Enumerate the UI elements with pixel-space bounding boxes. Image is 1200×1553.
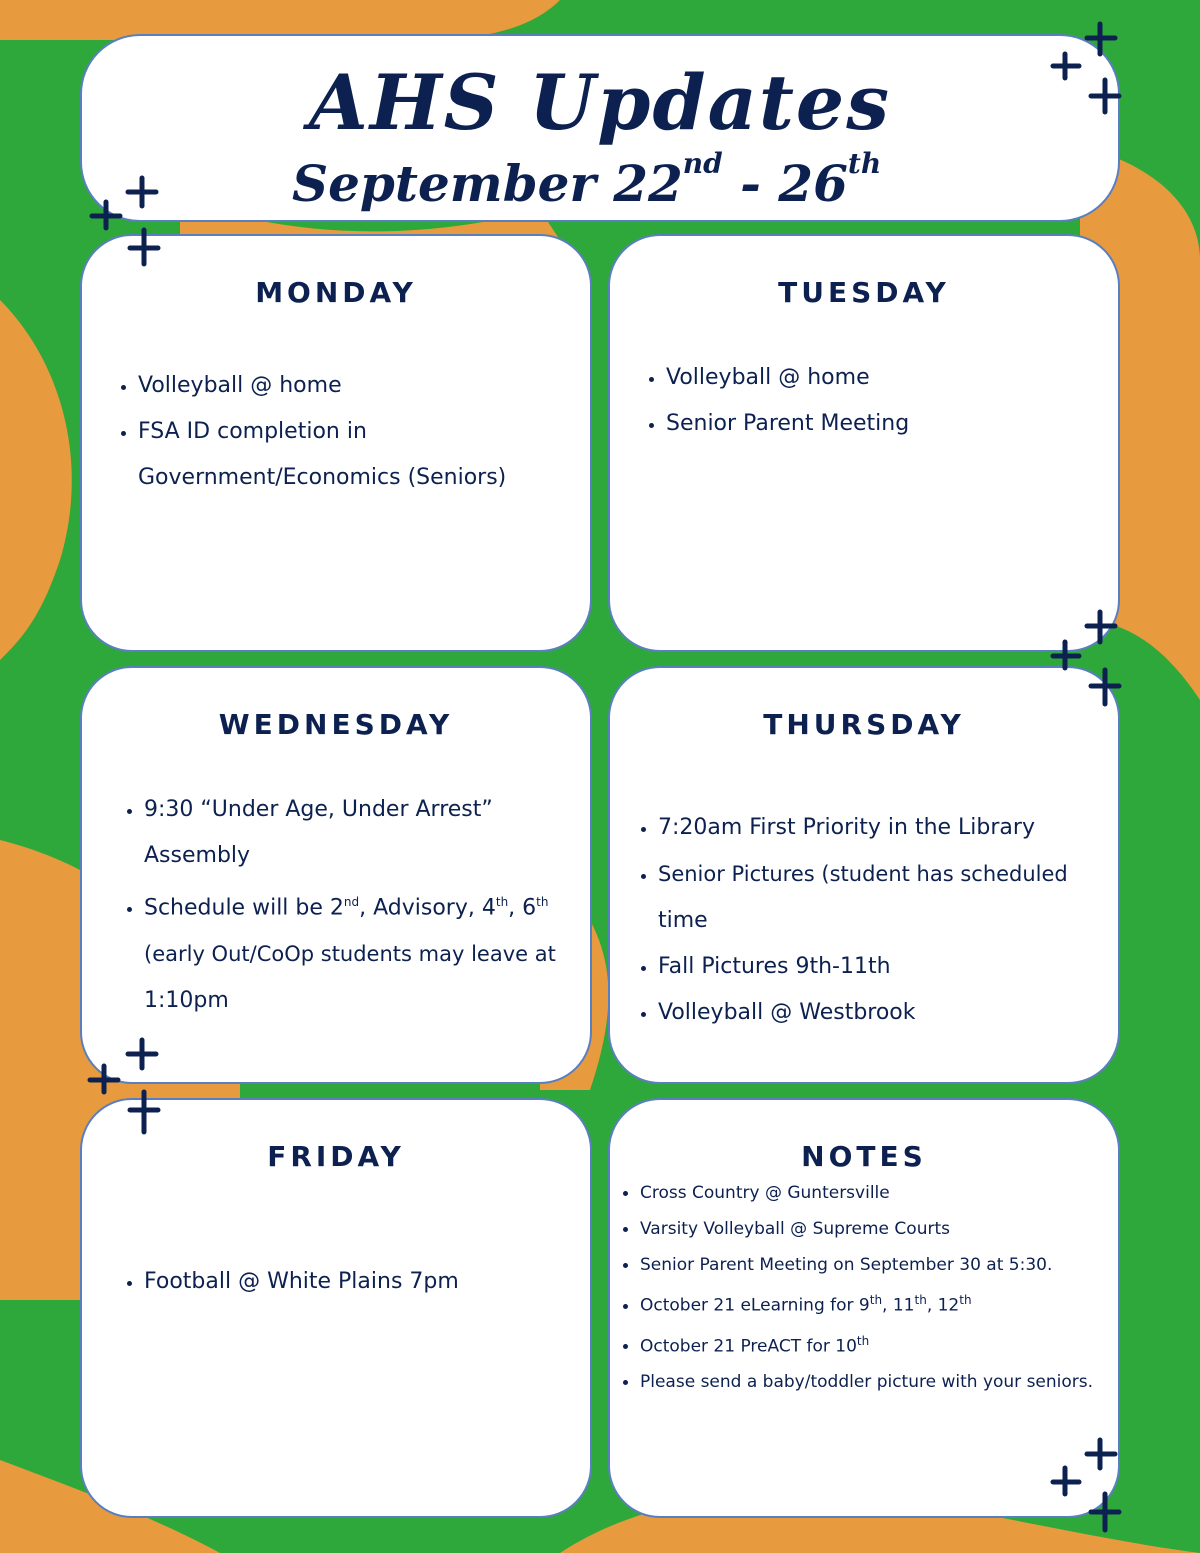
list-item-text: , 11	[882, 1295, 915, 1316]
list-item-text: , Advisory, 4	[359, 895, 496, 921]
thursday-list	[610, 805, 1118, 1036]
wednesday-list	[82, 787, 590, 1024]
list-item: • Senior Parent Meeting on September 30 at 5:30.	[640, 1247, 1118, 1283]
list-item: • Volleyball @ home	[666, 355, 1118, 401]
tuesday-title: TUESDAY	[778, 276, 950, 309]
date-end: - 26	[722, 154, 848, 213]
monday-card	[80, 234, 592, 652]
list-item	[658, 851, 1118, 944]
monday-list	[82, 363, 590, 501]
list-item: • Please send a baby/toddler picture with your seniors.	[640, 1364, 1118, 1400]
list-item	[640, 1283, 1118, 1324]
sparkle-icon	[1045, 608, 1125, 708]
sparkle-icon	[1045, 20, 1125, 120]
monday-title: MONDAY	[255, 276, 417, 309]
ordinal-suffix: nd	[343, 895, 360, 909]
list-item	[144, 879, 590, 1024]
ordinal-suffix: th	[914, 1293, 927, 1307]
notes-title: NOTES	[801, 1140, 927, 1173]
date-end-suffix: th	[847, 147, 882, 181]
list-item: • Senior Parent Meeting	[666, 401, 1118, 447]
date-start: September 22	[292, 154, 683, 213]
wednesday-title: WEDNESDAY	[218, 708, 454, 741]
list-item-line: Assembly	[144, 843, 251, 868]
notes-list	[610, 1175, 1118, 1400]
sparkle-icon	[1045, 1436, 1125, 1536]
list-item	[144, 787, 590, 879]
wednesday-card	[80, 666, 592, 1084]
list-item-line: FSA ID completion in	[138, 419, 367, 444]
title-card	[80, 34, 1120, 222]
list-item-text: October 21 PreACT for 10	[640, 1336, 857, 1357]
list-item: • Football @ White Plains 7pm	[144, 1259, 590, 1305]
list-item-line: 1:10pm	[144, 988, 229, 1014]
list-item: • 7:20am First Priority in the Library	[658, 805, 1118, 851]
thursday-card	[608, 666, 1120, 1084]
tuesday-list	[610, 355, 1118, 447]
list-item: • Volleyball @ home	[138, 363, 590, 409]
list-item: • Cross Country @ Guntersville	[640, 1175, 1118, 1211]
list-item-text: , 12	[926, 1295, 960, 1316]
list-item-line: (early Out/CoOp students may leave at	[144, 942, 556, 967]
list-item-line: time	[658, 908, 708, 933]
list-item-line: Government/Economics (Seniors)	[138, 465, 507, 490]
ordinal-suffix: th	[495, 895, 509, 909]
list-item: • Volleyball @ Westbrook	[658, 990, 1118, 1036]
friday-card	[80, 1098, 592, 1518]
ordinal-suffix: th	[536, 895, 549, 909]
thursday-title: THURSDAY	[763, 708, 965, 741]
list-item-line: 9:30 “Under Age, Under Arrest”	[144, 797, 493, 822]
list-item: • Varsity Volleyball @ Supreme Courts	[640, 1211, 1118, 1247]
list-item-text: Schedule will be 2	[144, 895, 344, 921]
tuesday-card	[608, 234, 1120, 652]
list-item-line: Senior Pictures (student has scheduled	[658, 862, 1068, 886]
list-item-text: , 6	[508, 895, 537, 921]
ordinal-suffix: th	[856, 1333, 870, 1348]
friday-title: FRIDAY	[267, 1140, 405, 1173]
page-title: AHS Updates	[308, 58, 892, 147]
ordinal-suffix: th	[869, 1293, 883, 1307]
sparkle-icon	[84, 172, 164, 272]
list-item-text: October 21 eLearning for 9	[640, 1295, 870, 1316]
ordinal-suffix: th	[959, 1293, 972, 1307]
friday-list	[82, 1259, 590, 1305]
list-item: • Fall Pictures 9th-11th	[658, 944, 1118, 990]
list-item	[138, 409, 590, 501]
list-item	[640, 1324, 1118, 1365]
date-range	[292, 147, 882, 213]
sparkle-icon	[84, 1036, 164, 1136]
date-start-suffix: nd	[682, 147, 723, 181]
notes-card	[608, 1098, 1120, 1518]
